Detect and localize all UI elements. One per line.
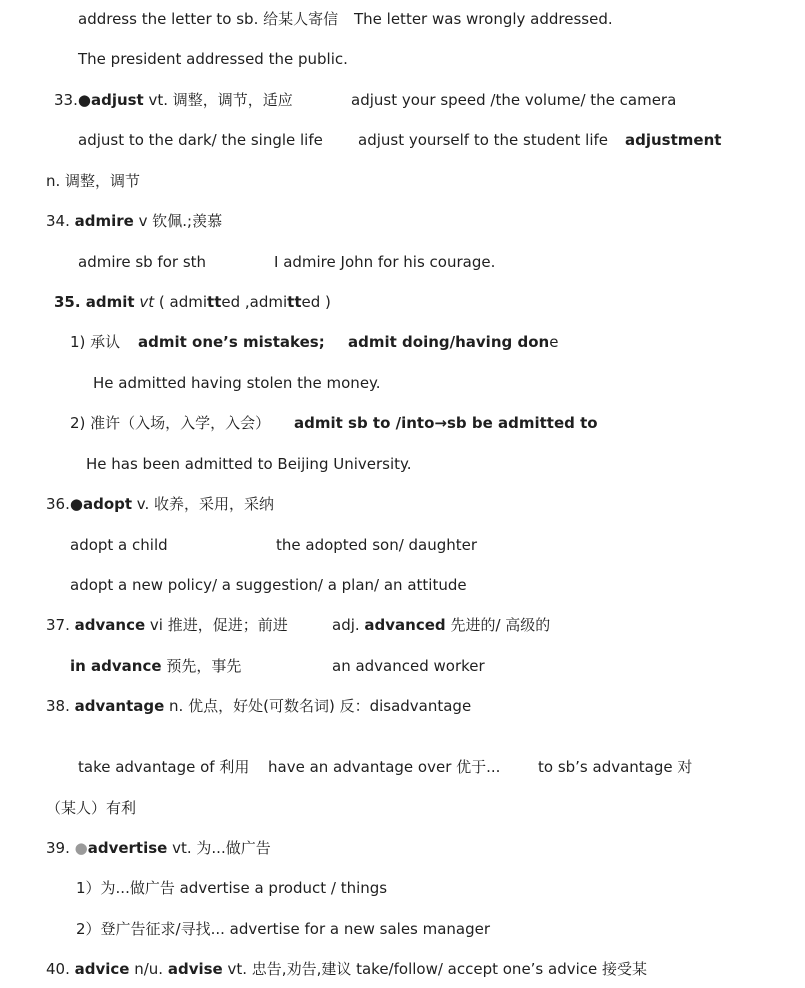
definition: n. 调整，调节 <box>46 172 141 190</box>
phrase-example: adopt a child <box>70 536 168 554</box>
sense-example: 2）登广告征求/寻找... advertise for a new sales manager <box>76 920 491 938</box>
text-line <box>0 919 805 939</box>
inflection: ( admi <box>154 293 208 311</box>
entry-number: 38. <box>46 697 75 715</box>
entry-number: 34. <box>46 212 75 230</box>
text-line <box>0 656 805 676</box>
entry-heading-38 <box>0 696 805 716</box>
headword: advise <box>167 960 223 978</box>
text-line <box>0 171 805 191</box>
text-line <box>0 252 805 272</box>
text-line <box>0 49 805 69</box>
text-line <box>0 798 805 818</box>
sentence-example: He admitted having stolen the money. <box>93 374 381 392</box>
part-of-speech: n/u. <box>129 960 168 978</box>
entry-heading-35 <box>0 292 805 312</box>
sentence-example: He has been admitted to Beijing University. <box>86 455 412 473</box>
entry-number: 33. <box>54 91 78 109</box>
headword: advice <box>74 960 130 978</box>
phrase-tail: e <box>549 333 559 351</box>
text-line <box>0 454 805 474</box>
phrase-example: an advanced worker <box>332 657 485 675</box>
entry-number: 40. <box>46 960 75 978</box>
text-line <box>0 130 805 150</box>
text-line <box>0 535 805 555</box>
bullet-icon: ● <box>77 91 91 109</box>
phrase-example: adjust yourself to the student life <box>358 131 609 149</box>
inflection-highlight: tt <box>207 293 222 311</box>
sentence-example: The letter was wrongly addressed. <box>354 10 613 28</box>
part-of-speech: adj. <box>332 616 365 634</box>
entry-number: 36. <box>46 495 70 513</box>
headword: advertise <box>87 839 168 857</box>
entry-number: 37. <box>46 616 75 634</box>
phrase-example: admit one’s mistakes; <box>138 333 325 351</box>
part-of-speech: v. 收养，采用，采纳 <box>132 495 275 513</box>
sense-label: 2) 准许（入场，入学，入会） <box>70 414 271 432</box>
sense-example: 1）为...做广告 advertise a product / things <box>76 879 388 897</box>
phrase-example: have an advantage over 优于... <box>268 758 501 776</box>
text-line <box>0 878 805 898</box>
sense-label: 1) 承认 <box>70 333 121 351</box>
entry-number: 39. <box>46 839 75 857</box>
derived-word: advanced <box>364 616 446 634</box>
phrase-example: adjust to the dark/ the single life <box>78 131 323 149</box>
sentence-example: I admire John for his courage. <box>274 253 496 271</box>
entry-heading-33 <box>0 90 805 110</box>
entry-heading-39 <box>0 838 805 858</box>
text-line <box>0 332 805 352</box>
phrase-example: admire sb for sth <box>78 253 207 271</box>
derived-word: adjustment <box>625 131 722 149</box>
phrase-example: adopt a new policy/ a suggestion/ a plan/ an attitude <box>70 576 467 594</box>
sentence-example: The president addressed the public. <box>78 50 348 68</box>
phrase-example: admit sb to /into→sb be admitted to <box>294 414 598 432</box>
headword: 35. admit <box>54 293 135 311</box>
inflection: ed ) <box>301 293 331 311</box>
definition: 预先，事先 <box>161 657 242 675</box>
headword: adjust <box>90 91 144 109</box>
phrase-example: address the letter to sb. 给某人寄信 <box>78 10 339 28</box>
phrase-example: the adopted son/ daughter <box>276 536 478 554</box>
definition: （某人）有利 <box>46 799 137 817</box>
part-of-speech: vi 推进，促进；前进 <box>145 616 288 634</box>
headword: admire <box>74 212 134 230</box>
bullet-icon: ● <box>69 495 83 513</box>
text-line <box>0 757 805 777</box>
phrase-example: adjust your speed /the volume/ the camera <box>351 91 677 109</box>
headword: advance <box>74 616 146 634</box>
headword: advantage <box>74 697 165 715</box>
text-line <box>0 9 805 29</box>
phrase-example: take advantage of 利用 <box>78 758 250 776</box>
part-of-speech: vt. 忠告,劝告,建议 take/follow/ accept one’s advice 接受某 <box>222 960 648 978</box>
entry-heading-34 <box>0 211 805 231</box>
phrase-example: to sb’s advantage 对 <box>538 758 693 776</box>
text-line <box>0 373 805 393</box>
part-of-speech: n. 优点，好处(可数名词) 反：disadvantage <box>164 697 472 715</box>
entry-heading-40 <box>0 959 805 979</box>
part-of-speech: v 钦佩.;羡慕 <box>133 212 223 230</box>
definition: 先进的/ 高级的 <box>445 616 551 634</box>
entry-heading-36 <box>0 494 805 514</box>
part-of-speech: vt. 调整，调节，适应 <box>143 91 293 109</box>
entry-heading-37 <box>0 615 805 635</box>
inflection: ed ,admi <box>221 293 288 311</box>
text-line <box>0 575 805 595</box>
bullet-icon: ● <box>74 839 88 857</box>
text-line <box>0 413 805 433</box>
phrase-example: admit doing/having don <box>348 333 550 351</box>
phrase-headword: in advance <box>70 657 162 675</box>
headword: adopt <box>82 495 133 513</box>
inflection-highlight: tt <box>287 293 302 311</box>
part-of-speech: vt. 为...做广告 <box>167 839 271 857</box>
part-of-speech: vt <box>134 293 155 311</box>
